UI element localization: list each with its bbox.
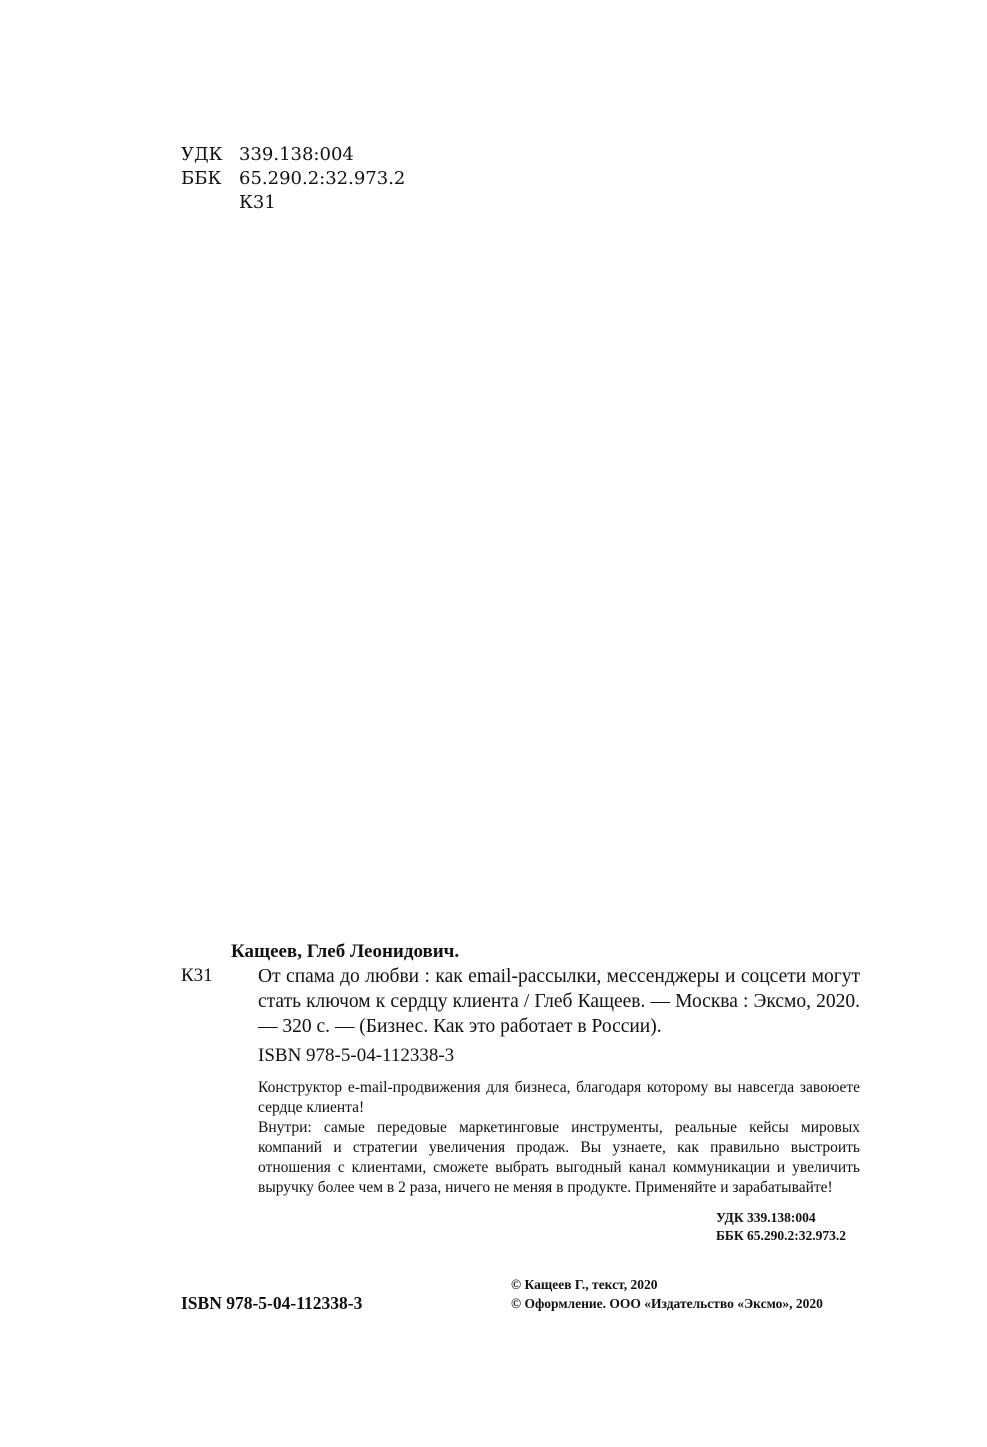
annotation-paragraph-1: Конструктор e-mail-продвижения для бизнеса, благодаря которому вы навсегда завоюете сердце клиента! <box>258 1079 860 1116</box>
udk-footer: УДК 339.138:004 <box>716 1210 816 1225</box>
isbn-footer: ISBN 978-5-04-112338-3 <box>181 1293 363 1313</box>
udk-value: 339.138:004 <box>239 144 354 165</box>
bbk-value: 65.290.2:32.973.2 <box>239 168 406 189</box>
bibliographic-description: От спама до любви : как email-рассылки, мессенджеры и соцсети могут стать ключом к сердцу клиента / Глеб Кащеев. — Москва : Эксмо, 2020. — 320 с. — (Бизнес. Как это работает в России). <box>258 966 860 1037</box>
annotation <box>258 1078 860 1198</box>
copyright-design: © Оформление. ООО «Издательство «Эксмо», 2020 <box>511 1296 823 1311</box>
author-mark-entry: К31 <box>181 965 213 986</box>
copyright-text: © Кащеев Г., текст, 2020 <box>511 1277 658 1292</box>
isbn-entry: ISBN 978-5-04-112338-3 <box>258 1045 455 1066</box>
author-mark: К31 <box>239 192 276 213</box>
bbk-label: ББК <box>181 168 222 189</box>
annotation-paragraph-2: Внутри: самые передовые маркетинговые инструменты, реальные кейсы мировых компаний и стратегии увеличения продаж. Вы узнаете, как правильно выстроить отношения с клиентами, сможете выбрать выгодный канал коммуникации и увеличить выручку более чем в 2 раза, ничего не меняя в продукте. Применяйте и зарабатывайте! <box>258 1119 860 1196</box>
udk-label: УДК <box>181 144 223 165</box>
author-name: Кащеев, Глеб Леонидович. <box>231 941 460 962</box>
bbk-footer: ББК 65.290.2:32.973.2 <box>716 1228 847 1243</box>
